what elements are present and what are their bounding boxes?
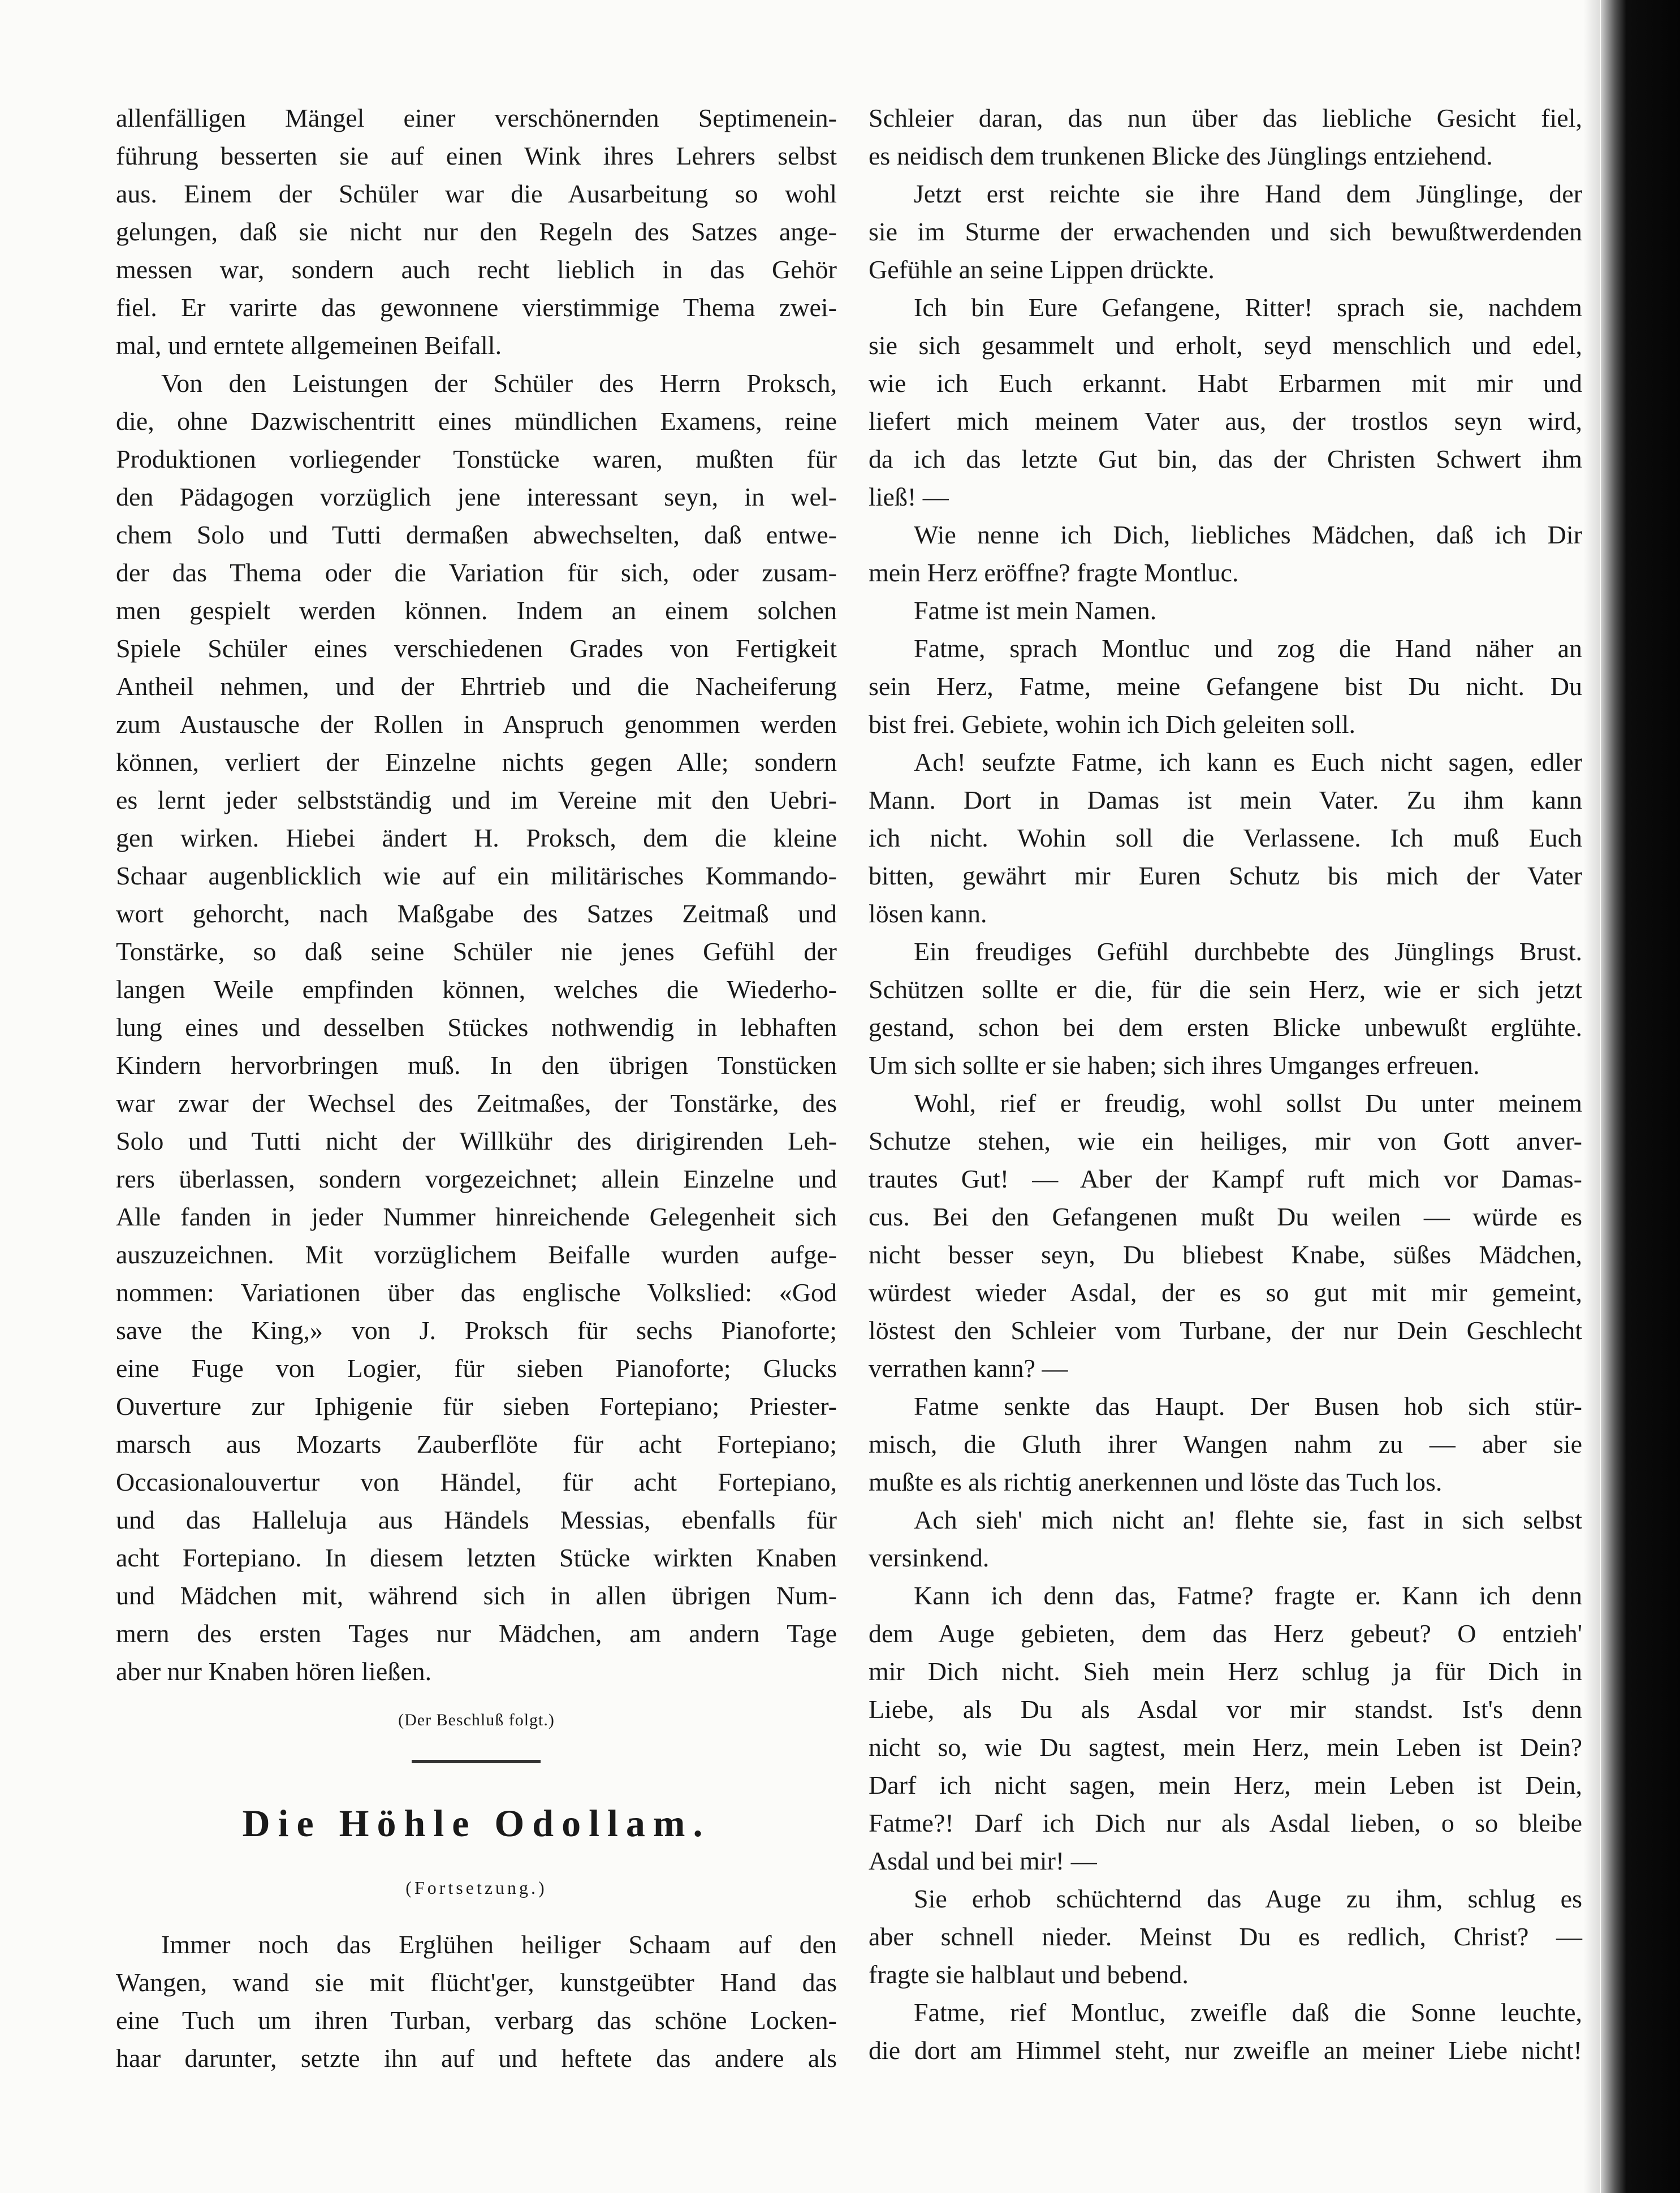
text-line: lösen kann. xyxy=(869,899,987,928)
text-line: Fatme ist mein Namen. xyxy=(914,596,1157,625)
text-line: mir Dich nicht. Sieh mein Herz schlug ja für Dich in xyxy=(869,1657,1582,1686)
text-line: wort gehorcht, nach Maßgabe des Satzes Zeitmaß und xyxy=(116,899,837,928)
text-line: dem Auge gebieten, dem das Herz gebeut? O entzieh' xyxy=(869,1619,1582,1648)
text-line: Ach! seufzte Fatme, ich kann es Euch nicht sagen, edler xyxy=(914,748,1582,776)
text-line: es neidisch dem trunkenen Blicke des Jünglings entziehend. xyxy=(869,141,1493,170)
text-line: langen Weile empfinden können, welches die Wiederho- xyxy=(116,975,837,1004)
scan-edge-border xyxy=(1601,0,1680,2193)
article-title: Die Höhle Odollam. xyxy=(242,1802,711,1845)
text-line: sie im Sturme der erwachenden und sich bewußtwerdenden xyxy=(869,217,1582,246)
text-line: zum Austausche der Rollen in Anspruch genommen werden xyxy=(116,710,837,739)
text-line: Wangen, wand sie mit flücht'ger, kunstgeübter Hand das xyxy=(116,1968,837,1997)
text-line: nommen: Variationen über das englische Volkslied: «God xyxy=(116,1278,837,1307)
text-line: aber nur Knaben hören ließen. xyxy=(116,1657,432,1686)
text-line: mein Herz eröffne? fragte Montluc. xyxy=(869,558,1239,587)
text-line: eine Tuch um ihren Turban, verbarg das schöne Locken- xyxy=(116,2006,837,2035)
text-line: Wohl, rief er freudig, wohl sollst Du unter meinem xyxy=(914,1089,1582,1117)
text-line: cus. Bei den Gefangenen mußt Du weilen — würde es xyxy=(869,1202,1582,1231)
text-line: auszuzeichnen. Mit vorzüglichem Beifalle wurden aufge- xyxy=(116,1240,837,1269)
text-line: Alle fanden in jeder Nummer hinreichende Gelegenheit sich xyxy=(116,1202,837,1231)
text-line: Fatme, sprach Montluc und zog die Hand näher an xyxy=(914,634,1582,663)
text-line: lung eines und desselben Stückes nothwendig in lebhaften xyxy=(116,1013,837,1042)
text-line: der das Thema oder die Variation für sich, oder zusam- xyxy=(116,558,837,587)
text-line: es lernt jeder selbstständig und im Vereine mit den Uebri- xyxy=(116,785,837,814)
text-line: führung besserten sie auf einen Wink ihres Lehrers selbst xyxy=(116,141,837,170)
text-line: gestand, schon bei dem ersten Blicke unbewußt erglühte. xyxy=(869,1013,1582,1042)
text-line: Von den Leistungen der Schüler des Herrn Proksch, xyxy=(161,369,837,398)
text-line: Um sich sollte er sie haben; sich ihres Umganges erfreuen. xyxy=(869,1051,1480,1080)
text-line: trautes Gut! — Aber der Kampf ruft mich vor Damas- xyxy=(869,1164,1582,1193)
text-line: aus. Einem der Schüler war die Ausarbeitung so wohl xyxy=(116,179,837,208)
text-line: können, verliert der Einzelne nichts gegen Alle; sondern xyxy=(116,748,837,776)
text-line: wie ich Euch erkannt. Habt Erbarmen mit mir und xyxy=(869,369,1582,398)
text-line: löstest den Schleier vom Turbane, der nur Dein Geschlecht xyxy=(869,1316,1582,1345)
text-line: Ich bin Eure Gefangene, Ritter! sprach sie, nachdem xyxy=(914,293,1582,322)
text-line: nicht so, wie Du sagtest, mein Herz, mein Leben ist Dein? xyxy=(869,1733,1582,1762)
text-line: haar darunter, setzte ihn auf und heftete das andere als xyxy=(116,2044,837,2073)
text-line: messen war, sondern auch recht lieblich in das Gehör xyxy=(116,255,837,284)
text-line: fragte sie halblaut und bebend. xyxy=(869,1960,1189,1989)
text-line: Ein freudiges Gefühl durchbebte des Jünglings Brust. xyxy=(914,937,1582,966)
text-line: ich nicht. Wohin soll die Verlassene. Ich muß Euch xyxy=(869,823,1582,852)
text-line: Spiele Schüler eines verschiedenen Grades von Fertigkeit xyxy=(116,634,837,663)
text-line: verrathen kann? — xyxy=(869,1354,1068,1383)
text-line: misch, die Gluth ihrer Wangen nahm zu — aber sie xyxy=(869,1430,1582,1458)
text-line: Wie nenne ich Dich, liebliches Mädchen, daß ich Dir xyxy=(914,520,1582,549)
text-line: Schleier daran, das nun über das liebliche Gesicht fiel, xyxy=(869,103,1582,132)
text-line: bitten, gewährt mir Euren Schutz bis mich der Vater xyxy=(869,861,1582,890)
text-line: chem Solo und Tutti dermaßen abwechselten, daß entwe- xyxy=(116,520,837,549)
text-line: marsch aus Mozarts Zauberflöte für acht Fortepiano; xyxy=(116,1430,837,1458)
text-line: würdest wieder Asdal, der es so gut mit mir gemeint, xyxy=(869,1278,1582,1307)
text-line: und das Halleluja aus Händels Messias, ebenfalls für xyxy=(116,1505,837,1534)
text-line: men gespielt werden können. Indem an einem solchen xyxy=(116,596,837,625)
text-line: Mann. Dort in Damas ist mein Vater. Zu ihm kann xyxy=(869,785,1582,814)
text-line: Gefühle an seine Lippen drückte. xyxy=(869,255,1215,284)
text-line: Jetzt erst reichte sie ihre Hand dem Jünglinge, der xyxy=(914,179,1582,208)
page-gutter-shadow xyxy=(1583,0,1600,2193)
text-line: Fatme, rief Montluc, zweifle daß die Sonne leuchte, xyxy=(914,1998,1582,2027)
text-line: Tonstärke, so daß seine Schüler nie jenes Gefühl der xyxy=(116,937,837,966)
text-line: Antheil nehmen, und der Ehrtrieb und die Nacheiferung xyxy=(116,672,837,701)
text-line: ließ! — xyxy=(869,482,949,511)
text-line: Kann ich denn das, Fatme? fragte er. Kann ich denn xyxy=(914,1581,1582,1610)
text-line: acht Fortepiano. In diesem letzten Stücke wirkten Knaben xyxy=(116,1543,837,1572)
text-line: eine Fuge von Logier, für sieben Pianoforte; Glucks xyxy=(116,1354,837,1383)
text-line: Schaar augenblicklich wie auf ein militärisches Kommando- xyxy=(116,861,837,890)
text-line: gen wirken. Hiebei ändert H. Proksch, dem die kleine xyxy=(116,823,837,852)
text-line: allenfälligen Mängel einer verschönernden Septimenein- xyxy=(116,103,837,132)
text-line: die dort am Himmel steht, nur zweifle an meiner Liebe nicht! xyxy=(869,2036,1582,2065)
text-line: fiel. Er varirte das gewonnene vierstimmige Thema zwei- xyxy=(116,293,837,322)
text-line: war zwar der Wechsel des Zeitmaßes, der Tonstärke, des xyxy=(116,1089,837,1117)
text-line: und Mädchen mit, während sich in allen übrigen Num- xyxy=(116,1581,837,1610)
text-line: gelungen, daß sie nicht nur den Regeln des Satzes ange- xyxy=(116,217,837,246)
text-line: save the King,» von J. Proksch für sechs Pianoforte; xyxy=(116,1316,837,1345)
text-line: Kindern hervorbringen muß. In den übrigen Tonstücken xyxy=(116,1051,837,1080)
text-line: versinkend. xyxy=(869,1543,990,1572)
text-line: Asdal und bei mir! — xyxy=(869,1846,1097,1875)
text-line: Schützen sollte er die, für die sein Herz, wie er sich jetzt xyxy=(869,975,1582,1004)
text-line: rers überlassen, sondern vorgezeichnet; allein Einzelne und xyxy=(116,1164,837,1193)
text-line: den Pädagogen vorzüglich jene interessant seyn, in wel- xyxy=(116,482,837,511)
article-subtitle: (Fortsetzung.) xyxy=(405,1877,547,1898)
text-line: sein Herz, Fatme, meine Gefangene bist Du nicht. Du xyxy=(869,672,1582,701)
continuation-note: (Der Beschluß folgt.) xyxy=(398,1711,555,1729)
text-line: da ich das letzte Gut bin, das der Christen Schwert ihm xyxy=(869,444,1582,473)
text-line: mern des ersten Tages nur Mädchen, am andern Tage xyxy=(116,1619,837,1648)
text-line: liefert mich meinem Vater aus, der trostlos seyn wird, xyxy=(869,407,1582,435)
text-line: Ouverture zur Iphigenie für sieben Fortepiano; Priester- xyxy=(116,1392,837,1421)
text-line: Darf ich nicht sagen, mein Herz, mein Leben ist Dein, xyxy=(869,1771,1582,1799)
text-line: sie sich gesammelt und erholt, seyd menschlich und edel, xyxy=(869,331,1582,360)
text-line: die, ohne Dazwischentritt eines mündlichen Examens, reine xyxy=(116,407,837,435)
text-line: Liebe, als Du als Asdal vor mir standst. Ist's denn xyxy=(869,1695,1582,1724)
text-line: Fatme senkte das Haupt. Der Busen hob sich stür- xyxy=(914,1392,1582,1421)
text-line: Ach sieh' mich nicht an! flehte sie, fast in sich selbst xyxy=(914,1505,1582,1534)
text-line: Solo und Tutti nicht der Willkühr des dirigirenden Leh- xyxy=(116,1126,837,1155)
text-line: Schutze stehen, wie ein heiliges, mir von Gott anver- xyxy=(869,1126,1582,1155)
text-line: Occasionalouvertur von Händel, für acht Fortepiano, xyxy=(116,1467,837,1496)
text-line: bist frei. Gebiete, wohin ich Dich geleiten soll. xyxy=(869,710,1355,739)
text-line: Fatme?! Darf ich Dich nur als Asdal lieben, o so bleibe xyxy=(869,1808,1582,1837)
text-line: Immer noch das Erglühen heiliger Schaam auf den xyxy=(161,1930,837,1959)
text-line: Produktionen vorliegender Tonstücke waren, mußten für xyxy=(116,444,837,473)
text-line: Sie erhob schüchternd das Auge zu ihm, schlug es xyxy=(914,1884,1582,1913)
text-line: mußte es als richtig anerkennen und löste das Tuch los. xyxy=(869,1467,1443,1496)
text-line: mal, und erntete allgemeinen Beifall. xyxy=(116,331,502,360)
text-line: aber schnell nieder. Meinst Du es redlich, Christ? — xyxy=(869,1922,1582,1951)
section-divider xyxy=(412,1760,541,1763)
text-line: nicht besser seyn, Du bliebest Knabe, süßes Mädchen, xyxy=(869,1240,1582,1269)
